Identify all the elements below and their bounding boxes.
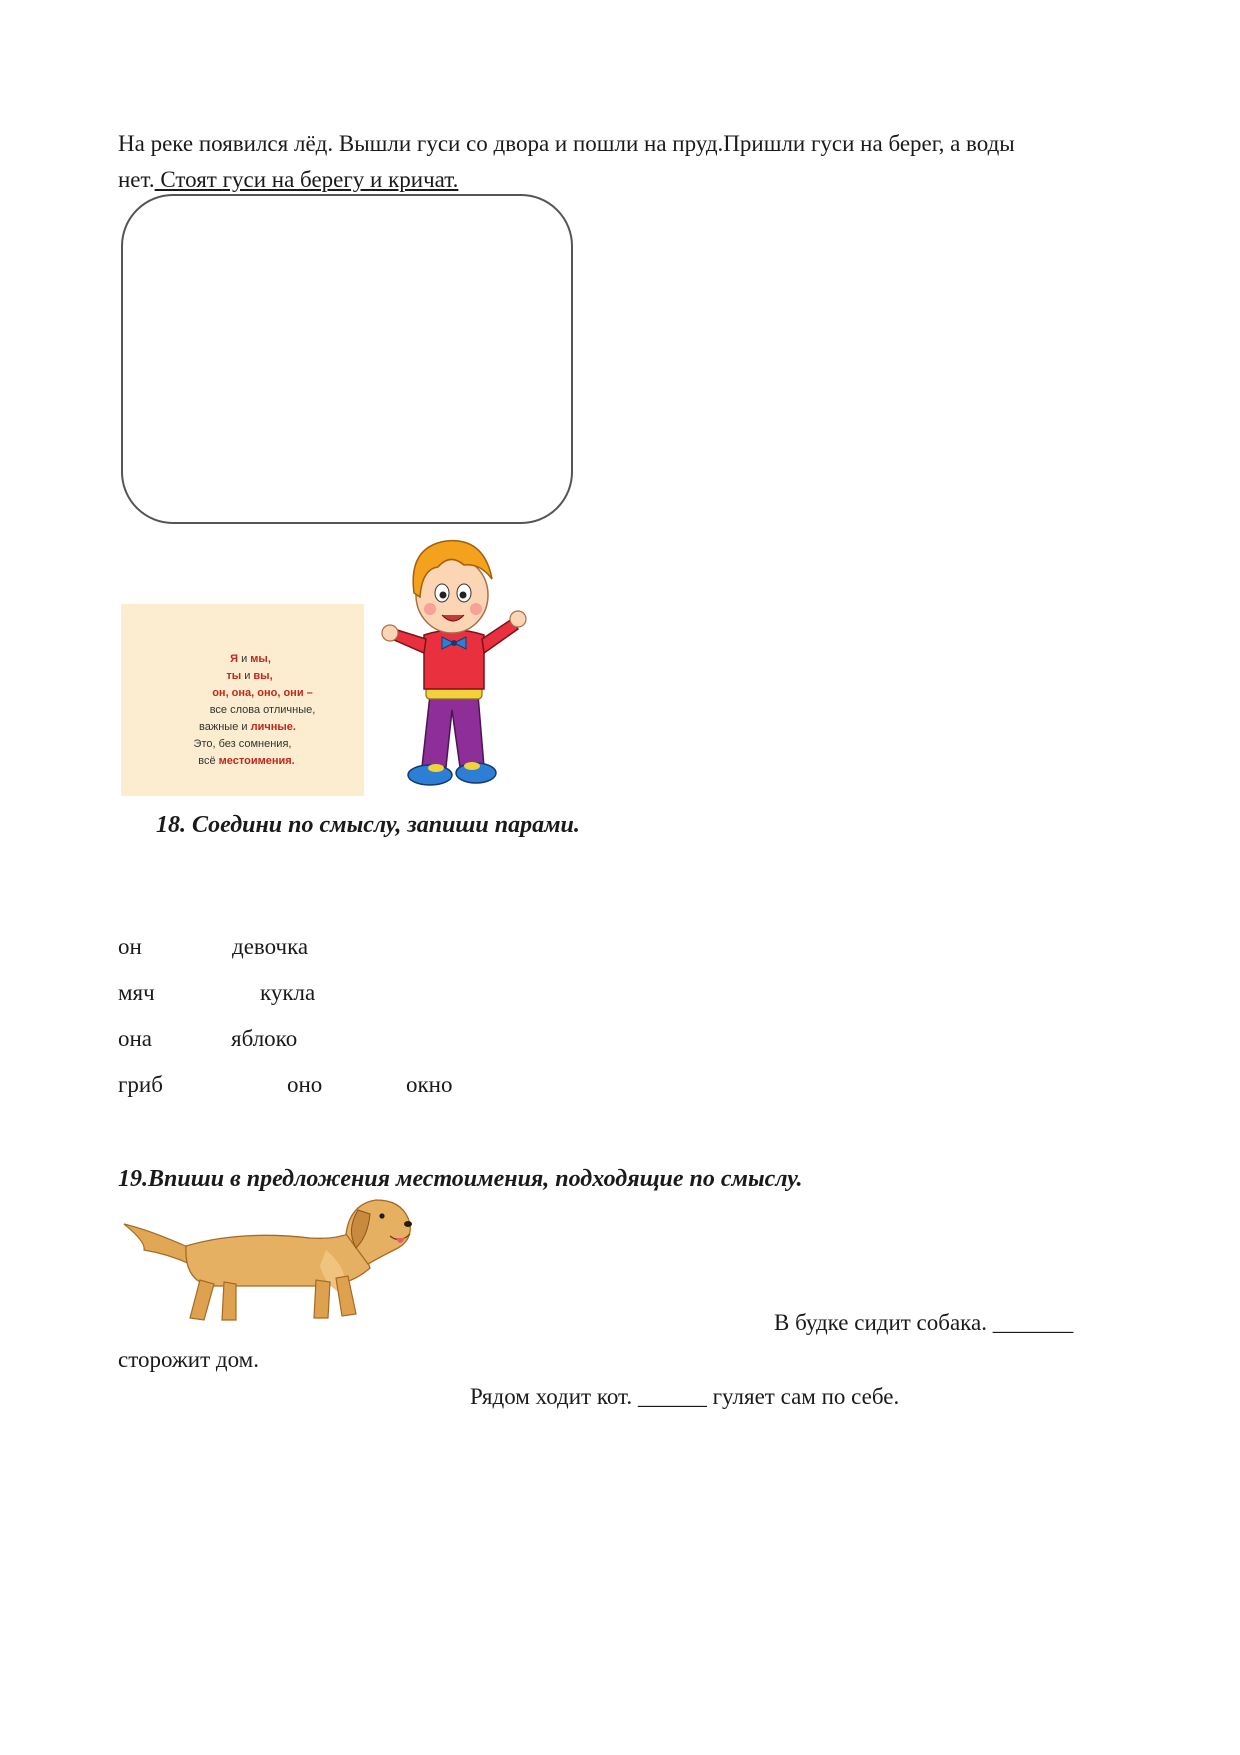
word-myach: мяч	[118, 980, 155, 1005]
story-line-2-start: нет.	[118, 167, 155, 192]
poem-line-6: Это, без сомнения,	[193, 738, 292, 750]
story-line-2	[118, 162, 458, 198]
boy-illustration	[380, 535, 530, 795]
drawing-area[interactable]	[121, 194, 573, 524]
word-ona: она	[118, 1026, 153, 1051]
poem-line-3: он, она, оно, они –	[212, 687, 313, 699]
word-grib: гриб	[118, 1072, 163, 1097]
sentence-2: Рядом ходит кот. ______ гуляет сам по себе.	[470, 1384, 900, 1409]
word-yabloko: яблоко	[231, 1026, 298, 1051]
poem-line-1: Я и мы,	[230, 653, 271, 665]
word-ono: оно	[287, 1072, 323, 1097]
task-19-heading: 19.Впиши в предложения местоимения, подходящие по смыслу.	[118, 1166, 803, 1192]
dog-illustration	[120, 1190, 420, 1330]
poem-line-2: ты и вы,	[226, 670, 273, 682]
poem-line-7: всё местоимения.	[198, 755, 295, 767]
word-devochka: девочка	[232, 934, 309, 959]
poem-line-5: важные и личные.	[199, 721, 296, 733]
poem-line-4: все слова отличные,	[209, 704, 316, 716]
word-on: он	[118, 934, 142, 959]
task-18-heading: 18. Соедини по смыслу, запиши парами.	[156, 812, 580, 838]
pronoun-poem-card	[121, 604, 364, 796]
word-okno: окно	[406, 1072, 453, 1097]
story-line-1: На реке появился лёд. Вышли гуси со двора и пошли на пруд.Пришли гуси на берег, а воды	[118, 131, 1015, 156]
story-line-2-underlined: Стоят гуси на берегу и кричат.	[154, 167, 459, 192]
sentence-1-start: В будке сидит собака. _______	[774, 1310, 1074, 1335]
word-kukla: кукла	[260, 980, 316, 1005]
sentence-1-end: сторожит дом.	[118, 1347, 259, 1372]
